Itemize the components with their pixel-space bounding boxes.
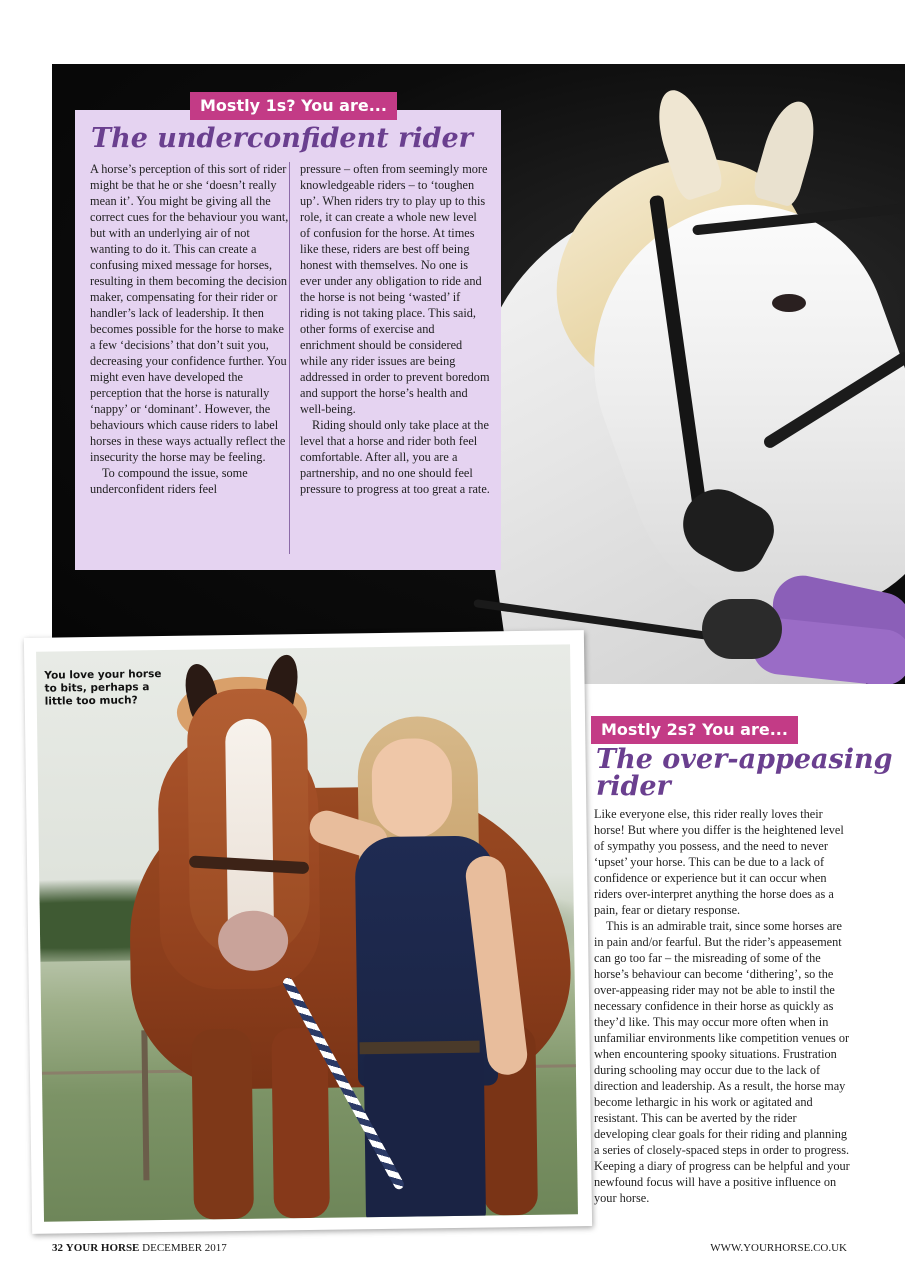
magazine-name: YOUR HORSE — [65, 1242, 140, 1254]
woman-jodhpurs — [364, 1051, 486, 1222]
section1-tag: Mostly 1s? You are... — [190, 92, 397, 120]
rider-glove — [702, 599, 782, 659]
issue-date: DECEMBER 2017 — [142, 1242, 227, 1254]
white-horse-eye — [772, 294, 806, 312]
column-divider — [289, 162, 290, 554]
section1-paragraph: pressure – often from seemingly more knowledgeable riders – to ‘toughen up’. When riders try to play up to this role, it can create a whole new level of confusion for the horse. At times like these, riders are best off being honest with themselves. No one is ever under any obligation to ride and the horse is not being ‘wasted’ if riding is not taking place. This said, other forms of exercise and enrichment should be considered while any rider issues are being addressed in order to prevent boredom and support the horse’s health and well-being. — [300, 162, 490, 416]
section2-title: The over-appeasing rider — [596, 744, 893, 802]
footer-left — [52, 1242, 227, 1254]
chestnut-horse-photo-frame — [24, 630, 592, 1234]
section1-paragraph: A horse’s perception of this sort of rider might be that he or she ‘doesn’t really mean it’. You might be giving all the correct cues for the behaviour you want, but with an underlying air of not wanting to do it. This can create a confusing mixed message for horses, resulting in them becoming the decision maker, compensating for their rider or handler’s lack of leadership. It then becomes possible for the horse to make a few ‘decisions’ that don’t suit you, decreasing your confidence further. You might even have developed the perception that the horse is naturally ‘nappy’ or ‘dominant’. However, the behaviours which cause riders to label horses in these ways actually reflect the insecurity the horse may be feeling. — [90, 162, 289, 464]
woman-belt — [360, 1041, 480, 1055]
chestnut-horse-leg — [191, 1029, 254, 1220]
page-number: 32 — [52, 1242, 63, 1254]
section1-paragraph: Riding should only take place at the level that a horse and rider both feel comfortable. After all, you are a partnership, and no one should feel pressure to progress at too great a rate. — [300, 418, 490, 496]
chestnut-horse-photo — [36, 644, 578, 1221]
section2-paragraph: This is an admirable trait, since some horses are in pain and/or fearful. But the rider’s appeasement can go too far – the misreading of some of the horse’s behaviour can become ‘dithering’, so the over-appeasing rider may not be able to instil the necessary confidence in their horse as quickly as they’d like. This may occur more often when in unfamiliar environments like competition venues or when encountering spooky situations. Frustration during schooling may occur due to the lack of direction and leadership. As a result, the horse may become lethargic in his work or agitated and resistant. This can be averted by the rider developing clear goals for their riding and planning a series of closely-spaced steps in order to progress. Keeping a diary of progress can be helpful and your newfound focus will have a positive influence on your horse. — [594, 919, 850, 1205]
fence-post — [141, 1030, 149, 1180]
section1-column-1 — [90, 161, 290, 497]
footer-url: WWW.YOURHORSE.CO.UK — [710, 1242, 847, 1254]
section2-paragraph: Like everyone else, this rider really loves their horse! But where you differ is the heightened level of sympathy you possess, and the need to never ‘upset’ your horse. This can be due to a lack of confidence or experience but it can occur when riders over-interpret anything the horse does as a pain, fear or dietary response. — [594, 807, 844, 917]
woman-face — [371, 738, 452, 839]
section1-paragraph: To compound the issue, some underconfident riders feel — [90, 466, 248, 496]
photo-caption: You love your horse to bits, perhaps a little too much? — [44, 668, 162, 708]
section2-tag: Mostly 2s? You are... — [591, 716, 798, 744]
section1-column-2 — [300, 161, 490, 497]
section2-body — [594, 806, 850, 1206]
white-horse-ear — [751, 96, 824, 209]
underconfident-rider-box — [75, 110, 501, 570]
section1-title: The underconfident rider — [91, 123, 473, 154]
chestnut-horse-leg — [271, 1028, 330, 1219]
